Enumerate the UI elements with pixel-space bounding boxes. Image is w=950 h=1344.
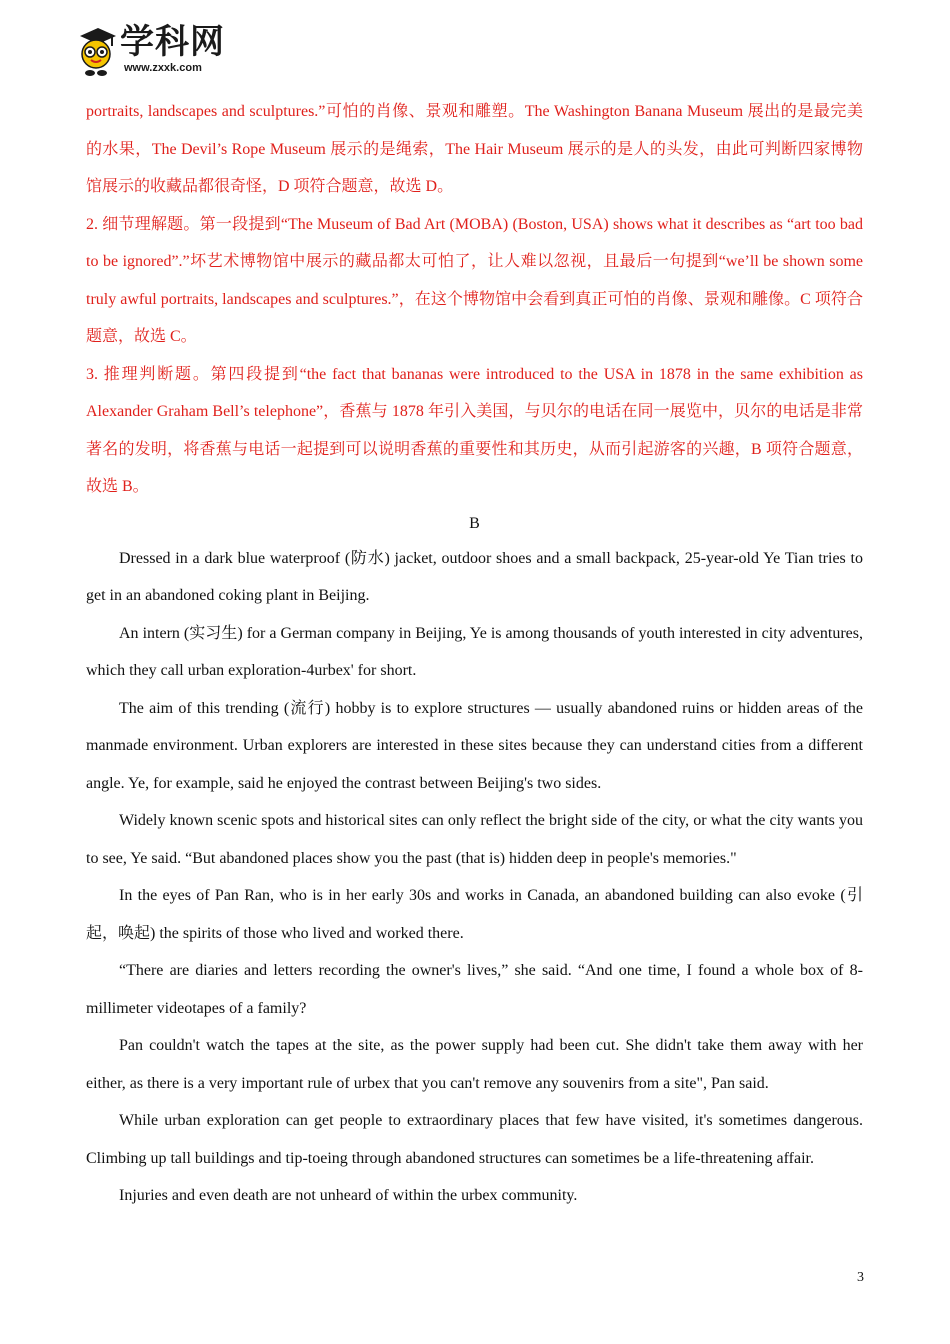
mascot-icon — [72, 26, 118, 78]
passage-paragraph-1: Dressed in a dark blue waterproof (防水) jacket, outdoor shoes and a small backpack, 25-year-old Ye Tian tries to get in an abandoned coking plant in Beijing. — [86, 549, 863, 604]
section-heading: B — [469, 514, 480, 532]
passage-paragraph-5: In the eyes of Pan Ran, who is in her early 30s and works in Canada, an abandoned building can also evoke (引起，唤起) the spirits of those who lived and worked there. — [86, 887, 863, 942]
passage-paragraph-7: Pan couldn't watch the tapes at the site, as the power supply had been cut. She didn't take them away with her either, as there is a very important rule of urbex that you can't remove any souvenirs from a site", Pan said. — [86, 1037, 863, 1092]
passage-paragraph-9: Injuries and even death are not unheard of within the urbex community. — [119, 1187, 578, 1204]
answer-explanation-2: 2. 细节理解题。第一段提到“The Museum of Bad Art (MOBA) (Boston, USA) shows what it describes as “art too bad to be ignored”.”坏艺术博物馆中展示的藏品都太可怕了，让人难以忽视，且最后一句提到“we’ll be shown some truly awful portraits, landscapes and sculptures.”，在这个博物馆中会看到真正可怕的肖像、景观和雕像。C 项符合题意，故选 C。 — [86, 215, 863, 345]
logo-title: 学科网 — [120, 22, 225, 62]
answer-explanation-3: 3. 推理判断题。第四段提到“the fact that bananas were introduced to the USA in 1878 in the same exhibition as Alexander Graham Bell’s telephone”，香蕉与 1878 年引入美国，与贝尔的电话在同一展览中，贝尔的电话是非常著名的发明，将香蕉与电话一起提到可以说明香蕉的重要性和其历史，从而引起游客的兴趣，B 项符合题意，故选 B。 — [86, 365, 863, 495]
logo-url: www.zxxk.com — [124, 62, 202, 74]
passage-paragraph-2: An intern (实习生) for a German company in Beijing, Ye is among thousands of youth interested in city adventures, which they call urban exploration-4urbex' for short. — [86, 624, 863, 679]
answer-explanation-1: portraits, landscapes and sculptures.”可怕的肖像、景观和雕塑。The Washington Banana Museum 展出的是最完美的水果，The Devil’s Rope Museum 展示的是绳索，The Hair Museum 展示的是人的头发，由此可判断四家博物馆展示的收藏品都很奇怪，D 项符合题意，故选 D。 — [86, 103, 863, 195]
passage-paragraph-4: Widely known scenic spots and historical sites can only reflect the bright side of the city, or what the city wants you to see, Ye said. “But abandoned places show you the past (that is) hidden deep in people's memories." — [86, 812, 863, 867]
site-logo — [72, 20, 242, 80]
page-number: 3 — [857, 1270, 864, 1285]
passage-paragraph-8: While urban exploration can get people to extraordinary places that few have visited, it's sometimes dangerous. Climbing up tall buildings and tip-toeing through abandoned structures can sometimes be a life-threatening affair. — [86, 1112, 863, 1167]
passage-paragraph-3: The aim of this trending (流行) hobby is to explore structures — usually abandoned ruins or hidden areas of the manmade environment. Urban explorers are interested in these sites because they can understand cities from a different angle. Ye, for example, said he enjoyed the contrast between Beijing's two sides. — [86, 699, 863, 792]
passage-paragraph-6: “There are diaries and letters recording the owner's lives,” she said. “And one time, I found a whole box of 8-millimeter videotapes of a family? — [86, 962, 863, 1017]
document-body — [86, 93, 863, 1215]
